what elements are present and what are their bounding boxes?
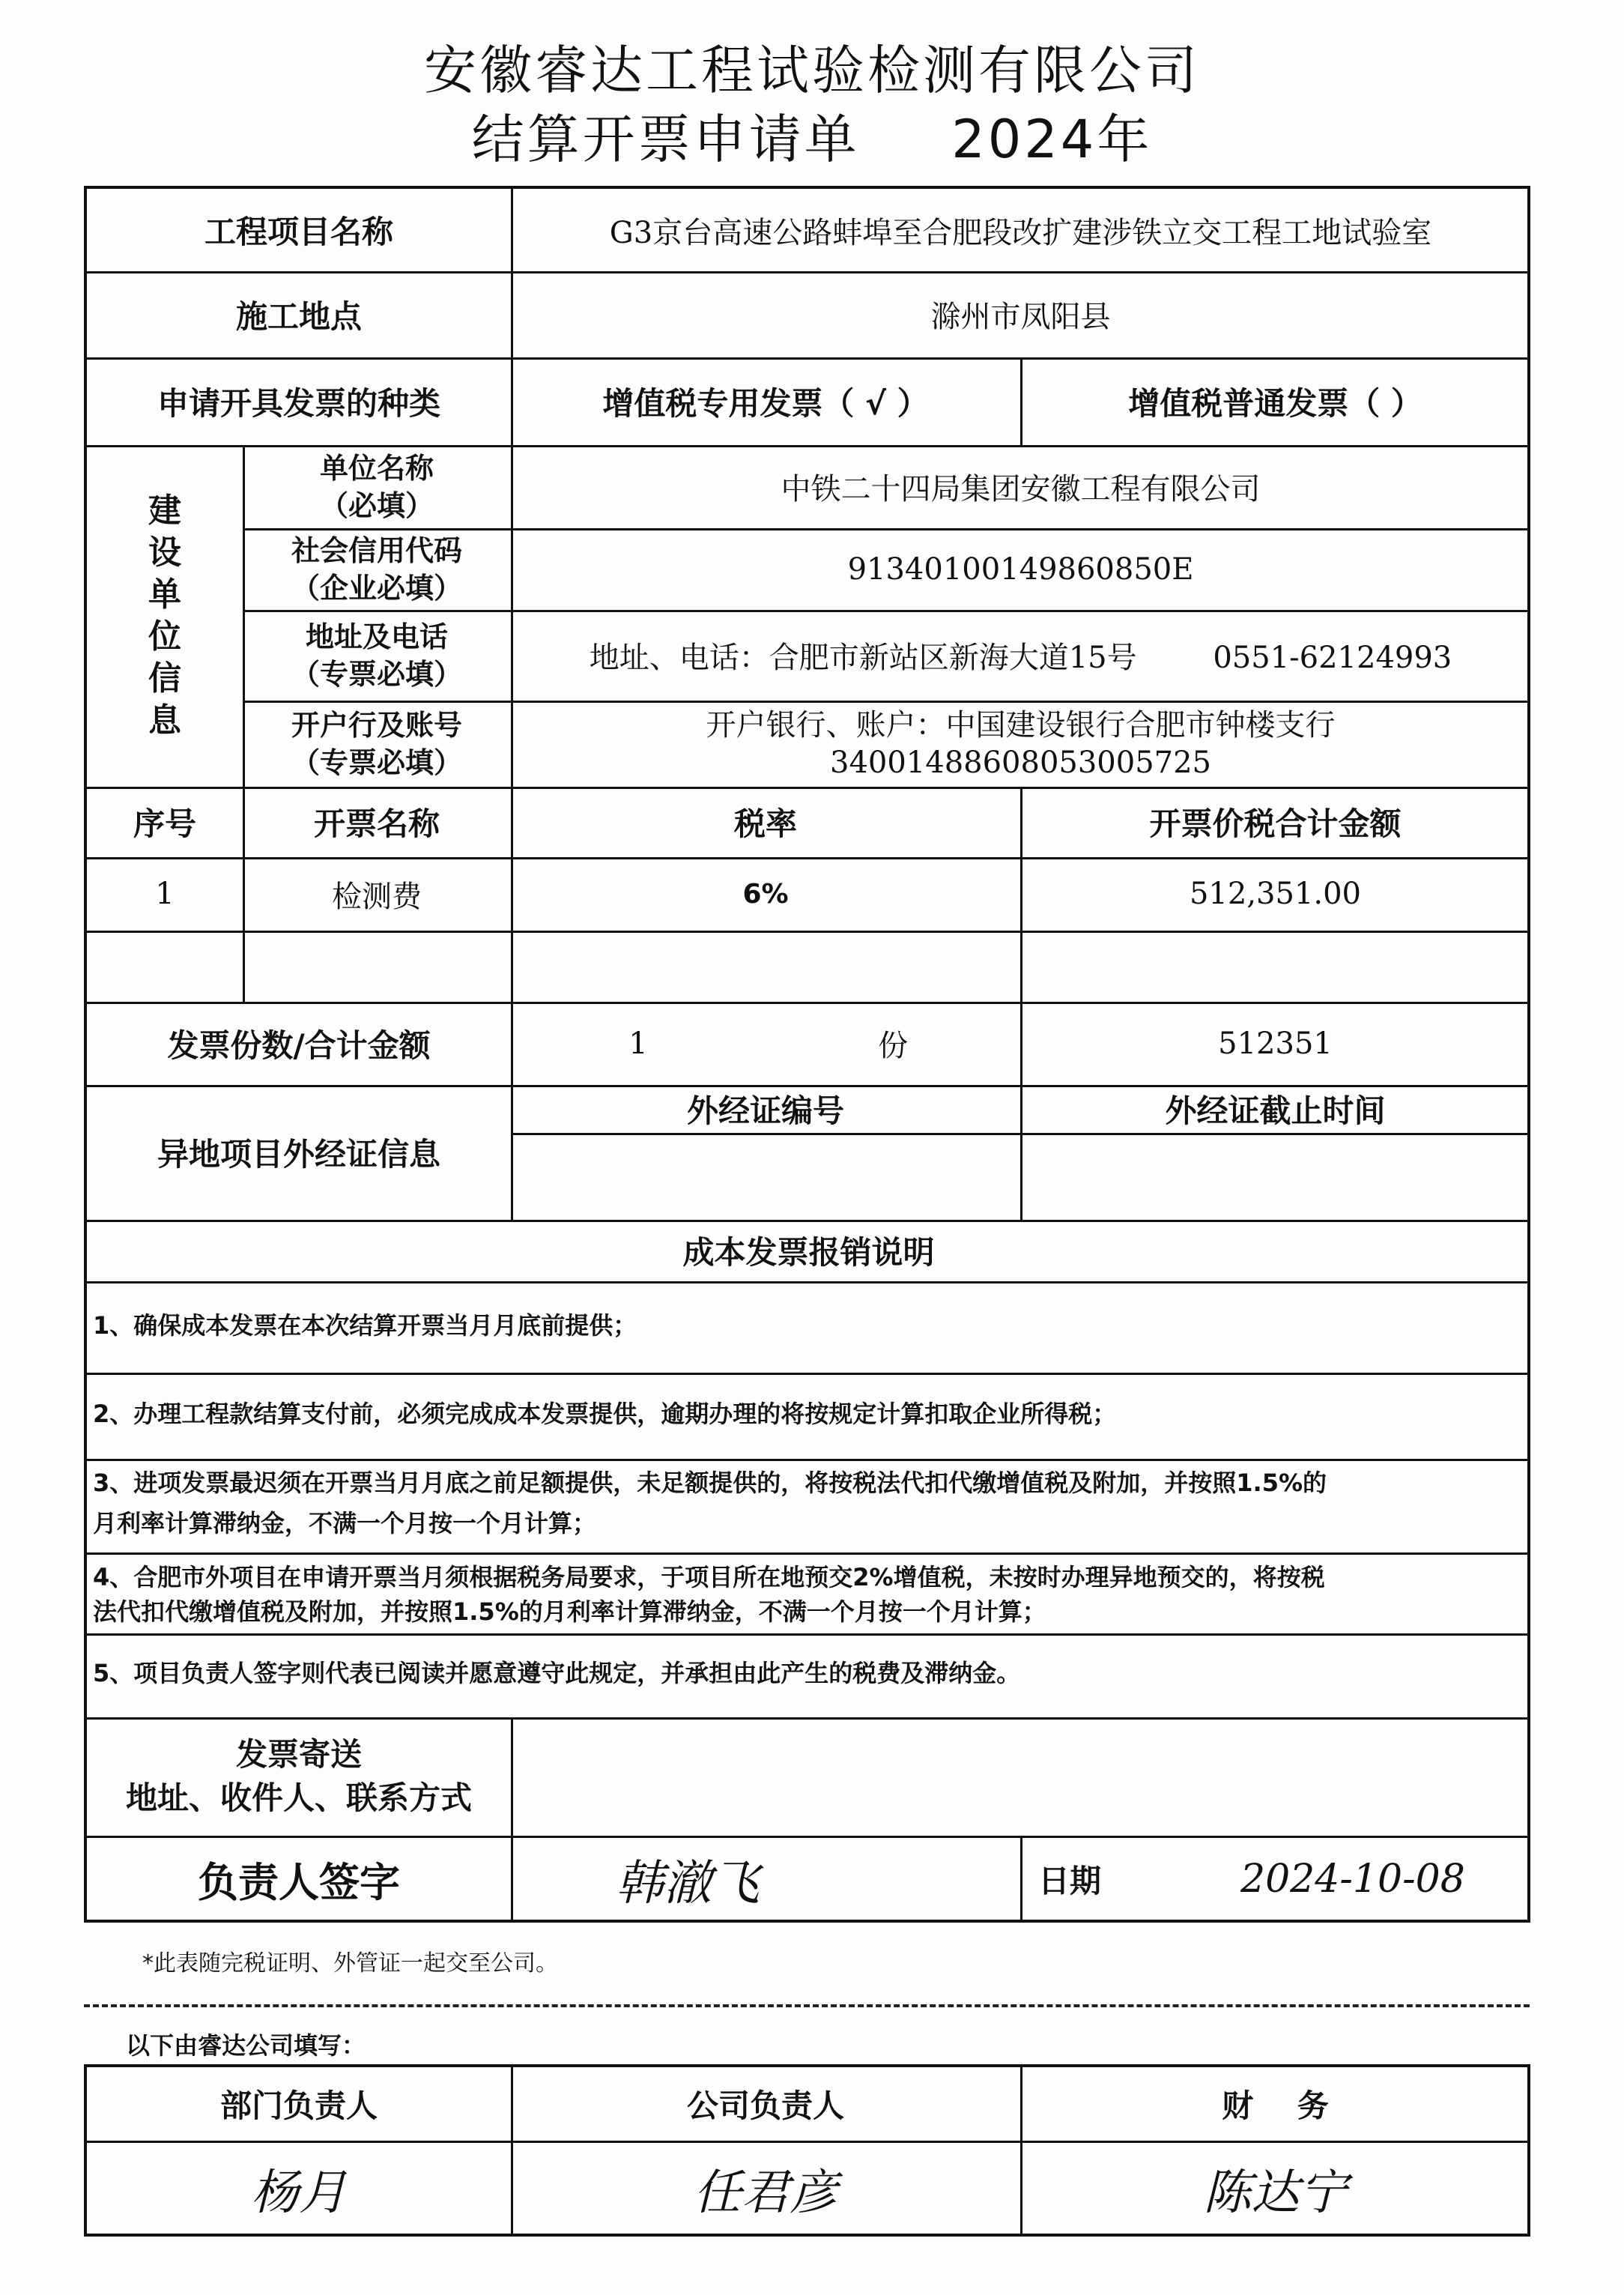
application-form-table (84, 186, 1530, 1923)
company-head-signature: 任君彦 (694, 2165, 837, 2221)
item-amount: 512,351.00 (1189, 877, 1362, 911)
builder-name-label-2: （必填） (319, 489, 434, 522)
note-item: 5、项目负责人签字则代表已阅读并愿意遵守此规定，并承担由此产生的税费及滞纳金。 (93, 1659, 1021, 1687)
note-item: 月利率计算滞纳金，不满一个月按一个月计算； (93, 1509, 597, 1537)
date-label: 日期 (1038, 1863, 1102, 1899)
items-header-seq: 序号 (133, 805, 196, 842)
builder-name-label-1: 单位名称 (319, 451, 434, 485)
bank-account-label (243, 701, 511, 787)
company-head-label: 公司负责人 (686, 2087, 844, 2124)
credit-code-label-2: （企业必填） (291, 571, 462, 605)
builder-name-label (243, 445, 511, 528)
bank-account-label-2: （专票必填） (291, 746, 462, 779)
mail-label-1: 发票寄送 (235, 1736, 362, 1773)
bank-account-number: 34001488608053005725 (830, 745, 1211, 780)
finance-signature: 陈达宁 (1203, 2165, 1348, 2221)
items-header-name: 开票名称 (313, 805, 440, 842)
mail-label-2: 地址、收件人、联系方式 (125, 1780, 472, 1816)
sign-date: 2024-10-08 (1240, 1857, 1465, 1902)
form-title (0, 97, 1624, 173)
internal-title: 以下由睿达公司填写： (126, 2031, 366, 2060)
totals-unit: 份 (878, 1029, 908, 1063)
note-item: 法代扣代缴增值税及附加，并按照1.5%的月利率计算滞纳金，不满一个月按一个月计算； (93, 1597, 1046, 1626)
address-phone-label-2: （专票必填） (291, 657, 462, 691)
project-value: G3京台高速公路蚌埠至合肥段改扩建涉铁立交工程工地试验室 (609, 215, 1432, 250)
remote-col-deadline: 外经证截止时间 (1165, 1092, 1386, 1129)
remote-number-value (511, 1133, 1020, 1220)
company-name: 安徽睿达工程试验检测有限公司 (424, 40, 1200, 101)
address-phone-label-1: 地址及电话 (305, 620, 448, 653)
sign-label: 负责人签字 (198, 1858, 400, 1906)
address-phone-label (243, 610, 511, 701)
form-year: 2024年 (951, 109, 1153, 170)
item-seq (87, 931, 243, 1002)
totals-count: 1 (628, 1026, 648, 1061)
remote-label: 异地项目外经证信息 (157, 1136, 440, 1173)
credit-code-label (243, 528, 511, 610)
invoice-type-label: 申请开具发票的种类 (157, 384, 440, 422)
item-seq: 1 (155, 877, 175, 911)
site-value: 滁州市凤阳县 (930, 300, 1111, 334)
note-item: 1、确保成本发票在本次结算开票当月月底前提供； (93, 1311, 637, 1340)
builder-name-value: 中铁二十四局集团安徽工程有限公司 (781, 472, 1261, 507)
site-label: 施工地点 (235, 297, 362, 335)
remote-col-number: 外经证编号 (686, 1092, 844, 1129)
item-name (243, 931, 511, 1002)
bank-account-label-1: 开户行及账号 (291, 708, 462, 742)
builder-section-label (87, 445, 243, 787)
project-label: 工程项目名称 (204, 214, 393, 250)
mail-value (511, 1717, 1530, 1836)
item-name: 检测费 (332, 879, 422, 914)
item-rate: 6% (742, 878, 789, 910)
invoice-type-ordinary: 增值税普通发票（ ） (1128, 384, 1422, 422)
items-header-rate: 税率 (733, 805, 797, 842)
items-header-amount: 开票价税合计金额 (1149, 805, 1402, 842)
dept-head-label: 部门负责人 (219, 2087, 378, 2124)
note-item: 2、办理工程款结算支付前，必须完成成本发票提供，逾期办理的将按规定计算扣取企业所得税； (93, 1400, 1117, 1428)
bank-account-value (511, 701, 1530, 787)
finance-label: 财 务 (1222, 2087, 1329, 2124)
invoice-type-special: 增值税专用发票（ √ ） (602, 384, 929, 422)
notes-title: 成本发票报销说明 (682, 1234, 935, 1271)
credit-code-value: 91340100149860850E (847, 551, 1194, 587)
form-title-text: 结算开票申请单 (471, 109, 860, 170)
remote-deadline-value (1020, 1133, 1530, 1220)
credit-code-label-1: 社会信用代码 (291, 533, 462, 567)
totals-amount: 512351 (1218, 1026, 1333, 1061)
item-amount (1020, 931, 1530, 1002)
item-rate (511, 931, 1020, 1002)
internal-approval-table (84, 2064, 1530, 2237)
totals-label: 发票份数/合计金额 (167, 1026, 431, 1064)
dept-head-signature: 杨月 (251, 2165, 347, 2221)
address-phone-value: 地址、电话：合肥市新站区新海大道15号 0551-62124993 (589, 641, 1452, 675)
mail-label (87, 1717, 511, 1836)
bank-name: 开户银行、账户：中国建设银行合肥市钟楼支行 (706, 707, 1336, 743)
note-item: 3、进项发票最迟须在开票当月月底之前足额提供，未足额提供的，将按税法代扣代缴增值税及附加，并按照1.5%的 (93, 1469, 1327, 1497)
builder-section-label-text: 建设单位信息 (148, 492, 181, 740)
footnote: *此表随完税证明、外管证一起交至公司。 (142, 1950, 558, 1977)
cut-line (84, 2004, 1530, 2007)
responsible-signature: 韩澈飞 (616, 1856, 760, 1911)
note-item: 4、合肥市外项目在申请开票当月须根据税务局要求，于项目所在地预交2%增值税，未按时办理异地预交的，将按税 (93, 1563, 1325, 1591)
